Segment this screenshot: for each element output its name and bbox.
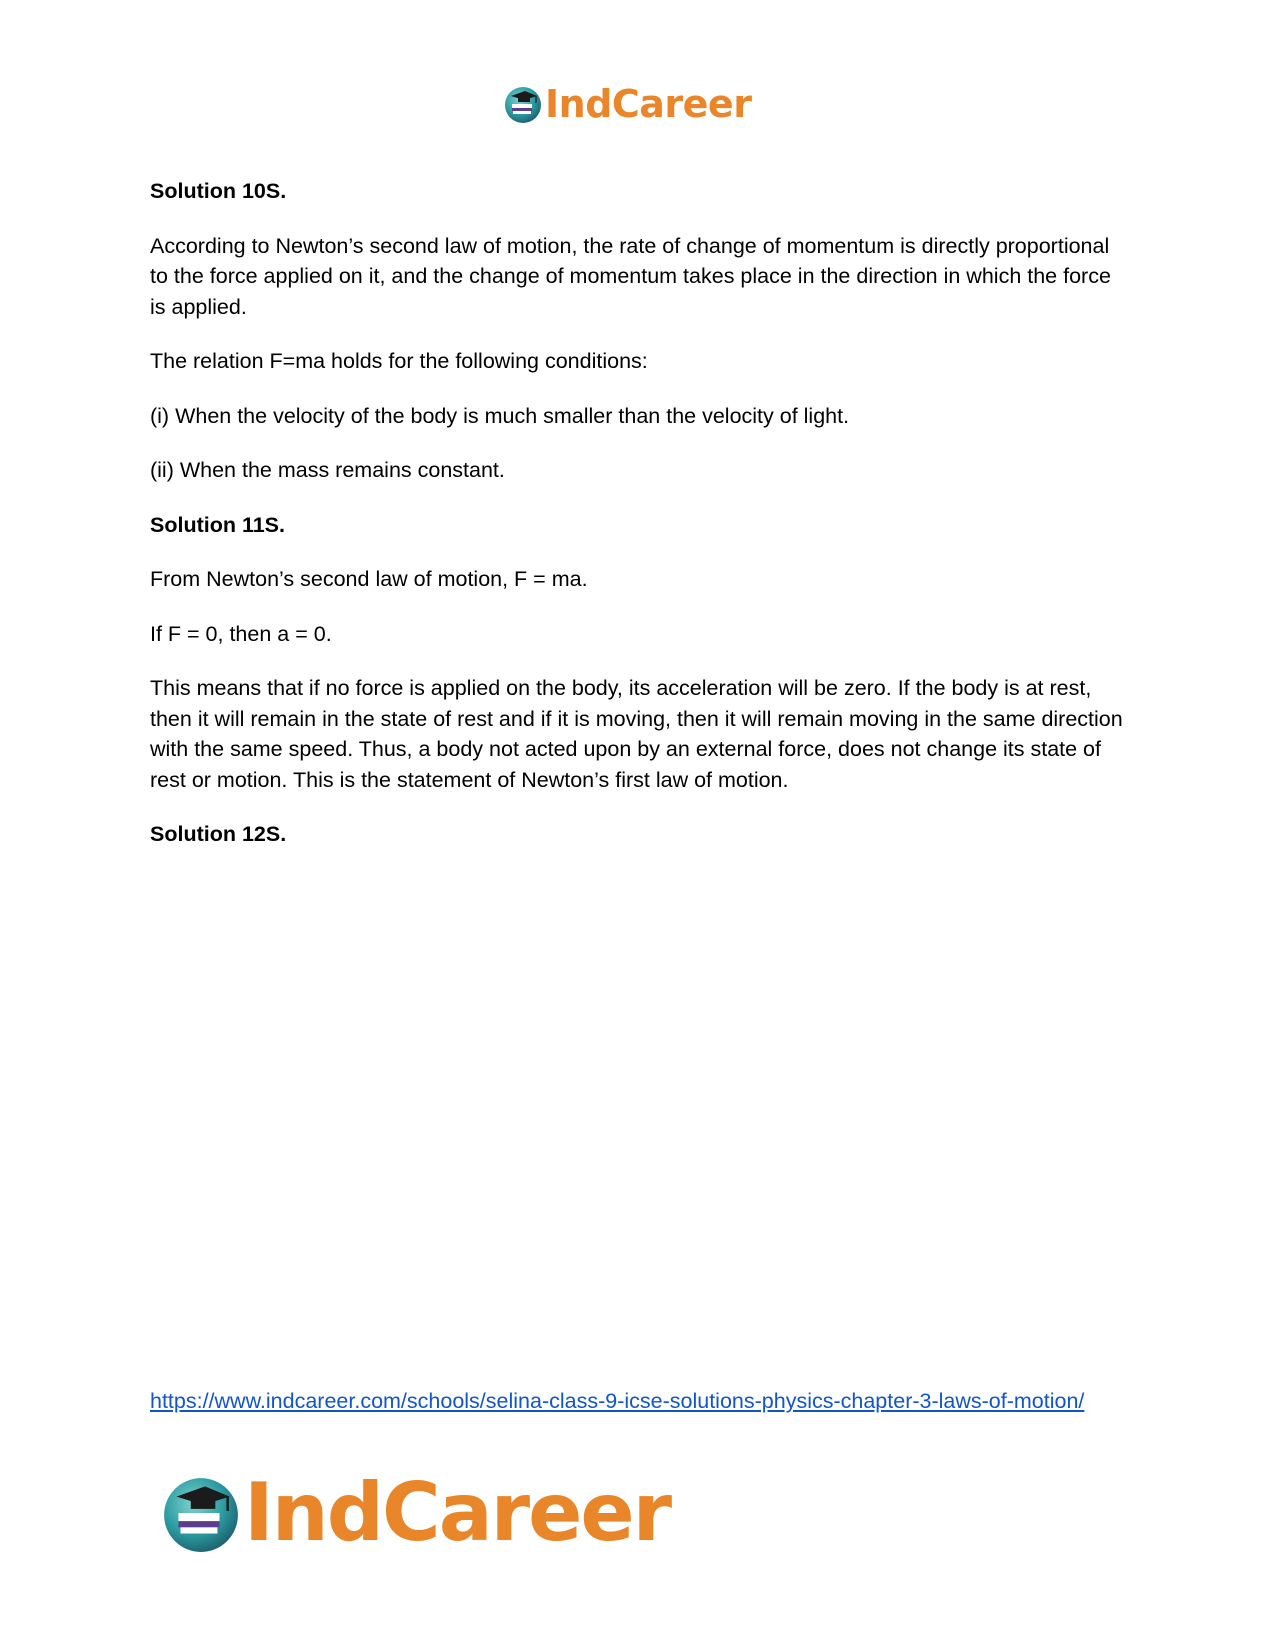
solution-11-formula: From Newton’s second law of motion, F = ma. (150, 567, 588, 591)
solution-10-heading: Solution 10S. (150, 179, 287, 203)
footer-logo (160, 1468, 670, 1558)
solution-10-conditions-intro: The relation F=ma holds for the following conditions: (150, 349, 648, 373)
globe-graduation-cap-icon (160, 1472, 242, 1554)
globe-graduation-cap-icon (503, 84, 543, 124)
solution-10-condition-1: (i) When the velocity of the body is much smaller than the velocity of light. (150, 403, 850, 428)
logo-wordmark: IndCareer (244, 1466, 671, 1559)
document-body (150, 176, 1130, 850)
solution-11-condition: If F = 0, then a = 0. (150, 621, 332, 646)
header-logo (503, 80, 751, 128)
logo-wordmark: IndCareer (545, 82, 752, 126)
solution-11-explanation: This means that if no force is applied on the body, its acceleration will be zero. If the body is at rest, then it will remain in the state of rest and if it is moving, then it will remain moving in the same direction with the same speed. Thus, a body not acted upon by an external force, does not change its state of rest or motion. This is the statement of Newton’s first law of motion. (150, 676, 1123, 792)
solution-10-condition-2: (ii) When the mass remains constant. (150, 458, 505, 482)
solution-12-heading: Solution 12S. (150, 822, 287, 846)
source-url-link[interactable]: https://www.indcareer.com/schools/selina-class-9-icse-solutions-physics-chapter-3-laws-of-motion/ (150, 1389, 1085, 1413)
solution-10-paragraph: According to Newton’s second law of motion, the rate of change of momentum is directly proportional to the force applied on it, and the change of momentum takes place in the direction in which the force is applied. (150, 233, 1111, 319)
solution-11-heading: Solution 11S. (150, 512, 285, 537)
